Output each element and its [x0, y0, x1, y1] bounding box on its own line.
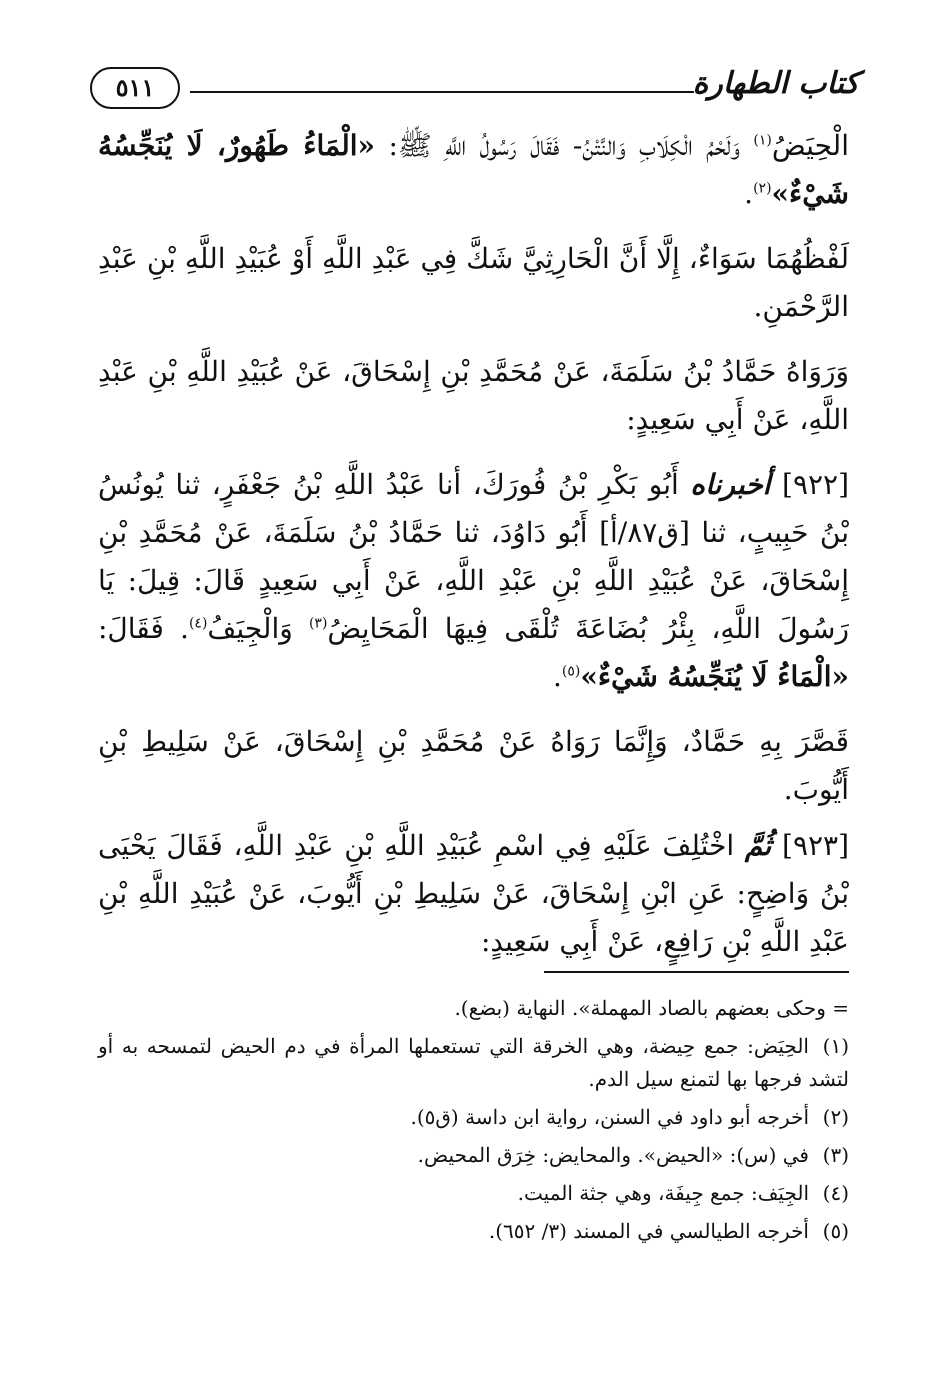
footnote-number: (٣) — [822, 1143, 849, 1167]
lead-word: ثُمَّ — [744, 829, 772, 862]
page-header — [90, 62, 859, 116]
hadith-quote: «الْمَاءُ طَهُورٌ، لَا يُنَجِّسُهُ شَيْءٌ» — [98, 129, 849, 210]
footnote-text: الجِيَف: جمع جِيفَة، وهي جثة الميت. — [517, 1181, 809, 1205]
footnote-ref-3: (٣) — [308, 615, 328, 632]
book-title: كتاب الطهارة — [692, 66, 859, 101]
footnote-4 — [98, 1177, 849, 1210]
text-segment: . — [552, 660, 562, 693]
text-segment: أَبُو بَكْرِ بْنُ فُورَكَ، أنا عَبْدُ اللَّهِ بْنُ جَعْفَرٍ، ثنا يُونُسُ بْنُ حَبِيبٍ، ثنا — [98, 468, 849, 549]
footnote-text: في (س): «الحيض». والمحايض: خِرَق المحيض. — [417, 1143, 809, 1167]
footnote-ref-5: (٥) — [561, 663, 581, 680]
footnote-text: أخرجه أبو داود في السنن، رواية ابن داسة (ق٥). — [410, 1105, 809, 1129]
page-number: ٥١١ — [90, 67, 180, 109]
footnote-5 — [98, 1215, 849, 1248]
paragraph-922 — [98, 461, 849, 701]
footnote-continuation: = وحكى بعضهم بالصاد المهملة». النهاية (بضع). — [454, 996, 849, 1020]
text-segment: وَلَحْمُ الْكِلَابِ وَالنَّتْنُ- فَقَالَ رَسُولُ اللَّهِ ﷺ: — [375, 129, 754, 162]
footnote-text: أخرجه الطيالسي في المسند (٣/ ٦٥٢). — [488, 1219, 809, 1243]
paragraph-923 — [98, 822, 849, 966]
lead-word: أخبرناه — [690, 468, 771, 501]
text-segment: أَبُو دَاوُدَ، ثنا حَمَّادُ بْنُ سَلَمَةَ، عَنْ مُحَمَّدِ بْنِ إِسْحَاقَ، عَنْ عُبَيْدِ اللَّهِ بْنِ عَبْدِ اللَّهِ، عَنْ أَبِي سَعِيدٍ قَالَ: قِيلَ: يَا رَسُولَ اللَّهِ، بِئْرُ بُضَاعَةَ تُلْقَى فِيهَا الْمَحَايِضُ — [98, 516, 849, 645]
footnote-number: (٤) — [822, 1181, 849, 1205]
footnote-2 — [98, 1101, 849, 1134]
paragraph-2: لَفْظُهُمَا سَوَاءٌ، إِلَّا أَنَّ الْحَارِثِيَّ شَكَّ فِي عَبْدِ اللَّهِ أَوْ عُبَيْدِ اللَّهِ بْنِ عَبْدِ الرَّحْمَنِ. — [98, 242, 849, 323]
paragraph-3: وَرَوَاهُ حَمَّادُ بْنُ سَلَمَةَ، عَنْ مُحَمَّدِ بْنِ إِسْحَاقَ، عَنْ عُبَيْدِ اللَّهِ بْنِ عَبْدِ اللَّهِ، عَنْ أَبِي سَعِيدٍ: — [98, 355, 849, 436]
footnote-3 — [98, 1139, 849, 1172]
footnote-1 — [98, 1030, 849, 1096]
hadith-number: [٩٢٣] — [782, 829, 849, 862]
text-segment: . فَقَالَ: — [98, 612, 189, 645]
main-text — [98, 122, 849, 983]
footnote-rule — [544, 971, 849, 973]
footnote-ref-1: (١) — [753, 132, 772, 149]
text-segment: الْحِيَضُ — [771, 129, 849, 162]
footnotes — [98, 992, 849, 1253]
footnote-number: (٢) — [822, 1105, 849, 1129]
footnote-ref-4: (٤) — [188, 615, 208, 632]
footnote-ref-2: (٢) — [753, 180, 772, 197]
paragraph-1 — [98, 122, 849, 218]
footnote-number: (٥) — [822, 1219, 849, 1243]
hadith-number: [٩٢٢] — [782, 468, 849, 501]
manuscript-ref: [ق٨٧/أ] — [599, 516, 690, 549]
hadith-quote: «الْمَاءُ لَا يُنَجِّسُهُ شَيْءٌ» — [580, 660, 849, 693]
text-segment: وَالْجِيَفُ — [207, 612, 309, 645]
paragraph-5: قَصَّرَ بِهِ حَمَّادٌ، وَإِنَّمَا رَوَاهُ عَنْ مُحَمَّدِ بْنِ إِسْحَاقَ، عَنْ سَلِيطِ بْنِ أَيُّوبَ. — [98, 725, 849, 806]
text-segment: اخْتُلِفَ عَلَيْهِ فِي اسْمِ عُبَيْدِ اللَّهِ بْنِ عَبْدِ اللَّهِ، فَقَالَ يَحْيَى بْنُ وَاضِحٍ: عَنِ ابْنِ إِسْحَاقَ، عَنْ سَلِيطِ بْنِ أَيُّوبَ، عَنْ عُبَيْدِ اللَّهِ بْنِ عَبْدِ اللَّهِ بْنِ رَافِعٍ، عَنْ أَبِي سَعِيدٍ: — [98, 829, 849, 958]
header-rule — [190, 91, 694, 93]
footnote-number: (١) — [822, 1034, 849, 1058]
footnote-text: الحِيَض: جمع حِيضة، وهي الخرقة التي تستعملها المرأة في دم الحيض لتمسحه به أو لتشد فرجها بها لتمنع سيل الدم. — [98, 1034, 849, 1091]
text-segment: . — [744, 177, 754, 210]
